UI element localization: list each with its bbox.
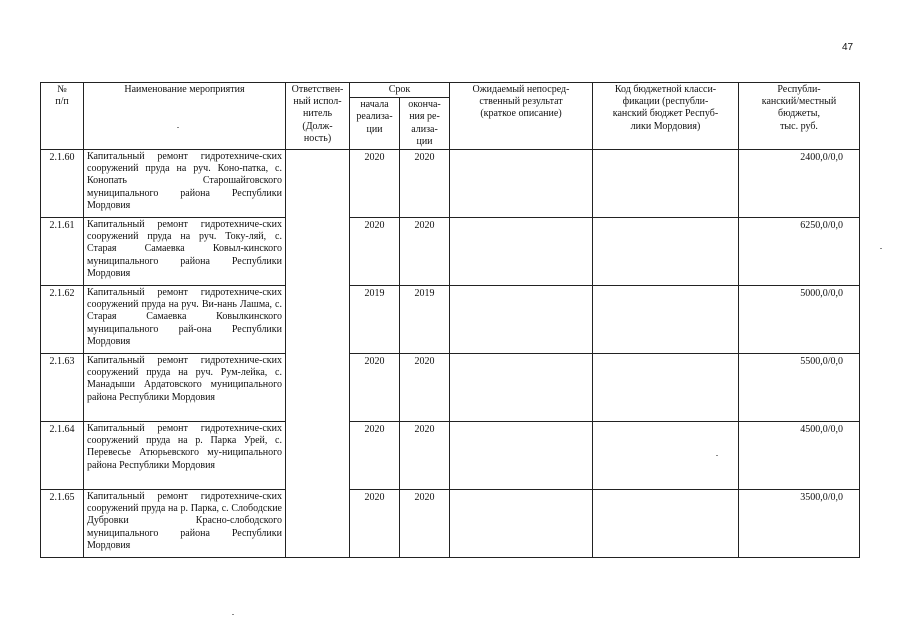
- table-row: [41, 490, 860, 558]
- header-code: Код бюджетной класси- фикации (республи- канский бюджет Респуб- лики Мордовия): [593, 83, 739, 150]
- row-budget: 5000,0/0,0: [739, 286, 860, 354]
- row-end: 2020: [400, 490, 450, 558]
- table-row: [41, 150, 860, 218]
- row-num: 2.1.61: [41, 218, 84, 286]
- row-budget: 6250,0/0,0: [739, 218, 860, 286]
- row-code: [593, 490, 739, 558]
- row-start: 2020: [350, 354, 400, 422]
- header-budget: Республи- канский/местный бюджеты, тыс. руб.: [739, 83, 860, 150]
- row-budget: 2400,0/0,0: [739, 150, 860, 218]
- header-responsible: Ответствен- ный испол- нитель (Долж- ность): [286, 83, 350, 150]
- row-code: [593, 354, 739, 422]
- row-name: Капитальный ремонт гидротехниче-ских сооружений пруда на р. Парка Урей, с. Перевесье Атюрьевского му-ниципального района Республики Мордовия: [84, 422, 286, 490]
- row-code: [593, 218, 739, 286]
- row-budget: 3500,0/0,0: [739, 490, 860, 558]
- row-code: [593, 150, 739, 218]
- row-result: [450, 218, 593, 286]
- scan-speck: [716, 455, 718, 456]
- row-name: Капитальный ремонт гидротехниче-ских сооружений пруда на р. Парка, с. Слободские Дубровки Красно-слободского муниципального района Республики Мордовия: [84, 490, 286, 558]
- row-result: [450, 490, 593, 558]
- row-result: [450, 354, 593, 422]
- header-term-start: начала реализа- ции: [350, 98, 400, 150]
- table-row: [41, 218, 860, 286]
- row-start: 2020: [350, 150, 400, 218]
- measures-table: [40, 82, 860, 558]
- header-term: Срок: [350, 83, 450, 98]
- header-result: Ожидаемый непосред- ственный результат (краткое описание): [450, 83, 593, 150]
- row-start: 2019: [350, 286, 400, 354]
- row-end: 2020: [400, 354, 450, 422]
- row-result: [450, 150, 593, 218]
- row-num: 2.1.62: [41, 286, 84, 354]
- row-num: 2.1.64: [41, 422, 84, 490]
- responsible-cell: [286, 150, 350, 558]
- row-result: [450, 286, 593, 354]
- table-body: [41, 150, 860, 558]
- row-name: Капитальный ремонт гидротехниче-ских сооружений пруда на руч. Коно-патка, с. Конопать Старошайговского муниципального района Республики Мордовия: [84, 150, 286, 218]
- row-start: 2020: [350, 218, 400, 286]
- table-row: [41, 286, 860, 354]
- row-code: [593, 286, 739, 354]
- row-name: Капитальный ремонт гидротехниче-ских сооружений пруда на руч. Рум-лейка, с. Манадыши Ардатовского муниципального района Республики Мордовия: [84, 354, 286, 422]
- scan-speck: [177, 127, 179, 128]
- table-header: [41, 83, 860, 150]
- row-name: Капитальный ремонт гидротехниче-ских сооружений пруда на руч. Току-ляй, с. Старая Самаевка Ковыл-кинского муниципального района Республики Мордовия: [84, 218, 286, 286]
- row-end: 2020: [400, 150, 450, 218]
- row-budget: 4500,0/0,0: [739, 422, 860, 490]
- row-budget: 5500,0/0,0: [739, 354, 860, 422]
- row-num: 2.1.65: [41, 490, 84, 558]
- header-name: Наименование мероприятия: [84, 83, 286, 150]
- row-end: 2019: [400, 286, 450, 354]
- row-start: 2020: [350, 490, 400, 558]
- row-num: 2.1.63: [41, 354, 84, 422]
- row-num: 2.1.60: [41, 150, 84, 218]
- header-num: № п/п: [41, 83, 84, 150]
- table-row: [41, 354, 860, 422]
- scan-speck: [232, 614, 234, 615]
- row-name: Капитальный ремонт гидротехниче-ских сооружений пруда на руч. Ви-нань Лашма, с. Старая Самаевка Ковылкинского муниципального рай-она Республики Мордовия: [84, 286, 286, 354]
- scan-speck: [880, 248, 882, 249]
- row-end: 2020: [400, 422, 450, 490]
- table-row: [41, 422, 860, 490]
- row-result: [450, 422, 593, 490]
- row-end: 2020: [400, 218, 450, 286]
- page-number: 47: [842, 42, 854, 53]
- header-term-end: оконча- ния ре- ализа- ции: [400, 98, 450, 150]
- row-start: 2020: [350, 422, 400, 490]
